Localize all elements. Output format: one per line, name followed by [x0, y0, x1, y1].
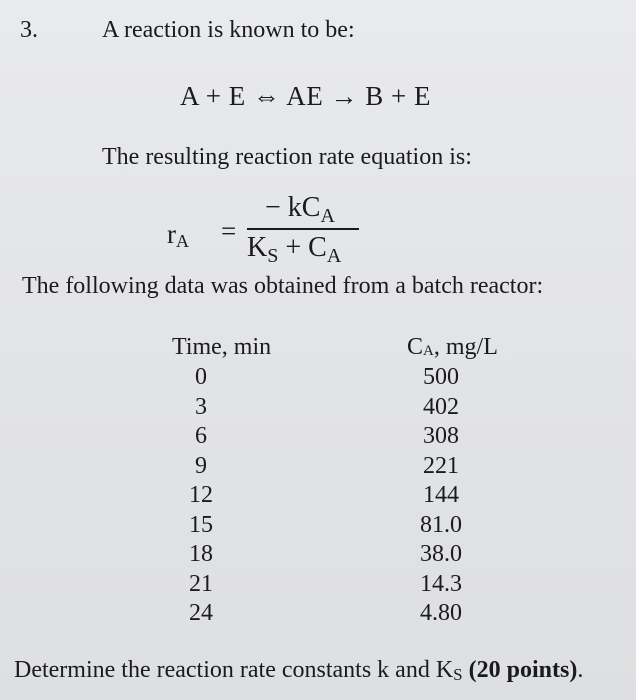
table-cell: 15 — [189, 511, 213, 538]
final-period: . — [577, 657, 584, 683]
final-text: Determine the reaction rate constants k and K — [14, 657, 454, 683]
rate-symbol: r — [167, 219, 176, 249]
reaction-equation: A + E ⇔ AE → B + E — [180, 81, 431, 111]
final-k-subscript: S — [453, 665, 463, 684]
table-cell: 6 — [195, 423, 207, 449]
final-question — [14, 656, 583, 689]
table-header-time: Time, min — [172, 334, 272, 360]
table-header-ca — [407, 333, 498, 365]
denominator-c-subscript: A — [326, 245, 342, 267]
ca-unit: , mg/L — [433, 334, 498, 360]
fraction-bar — [247, 228, 359, 230]
table-cell: 21 — [189, 570, 213, 597]
table-cell: 38.0 — [420, 541, 462, 567]
table-cell: 9 — [195, 452, 207, 479]
table-cell: 144 — [423, 482, 459, 508]
denominator-k-subscript: S — [267, 245, 279, 267]
denominator-plus-c: + C — [278, 232, 327, 263]
problem-intro: A reaction is known to be: — [102, 17, 355, 43]
ca-column — [410, 363, 472, 629]
data-intro: The following data was obtained from a batch reactor: — [22, 273, 544, 299]
table-cell: 0 — [195, 364, 207, 390]
table-cell: 402 — [423, 393, 459, 420]
ca-symbol: C — [407, 334, 424, 360]
numerator-text: − kC — [265, 192, 321, 223]
table-cell: 3 — [195, 393, 207, 420]
rate-numerator — [265, 192, 335, 228]
rate-lhs — [167, 219, 189, 252]
table-cell: 81.0 — [420, 511, 462, 538]
numerator-subscript: A — [320, 205, 335, 227]
table-cell: 221 — [423, 452, 459, 479]
equals-sign: = — [221, 216, 237, 246]
problem-number: 3. — [20, 17, 38, 43]
rate-intro: The resulting reaction rate equation is: — [102, 144, 472, 170]
ca-subscript: A — [423, 343, 434, 359]
table-cell: 500 — [423, 364, 459, 390]
table-cell: 18 — [189, 541, 213, 567]
time-column — [185, 363, 217, 629]
table-cell: 14.3 — [420, 570, 462, 597]
table-cell: 308 — [423, 423, 459, 449]
points-label: (20 points) — [468, 657, 578, 683]
table-cell: 24 — [189, 600, 213, 626]
rate-subscript: A — [176, 231, 189, 251]
table-cell: 4.80 — [420, 600, 462, 626]
rate-denominator — [247, 232, 341, 268]
denominator-k: K — [247, 232, 268, 263]
table-cell: 12 — [189, 482, 213, 508]
